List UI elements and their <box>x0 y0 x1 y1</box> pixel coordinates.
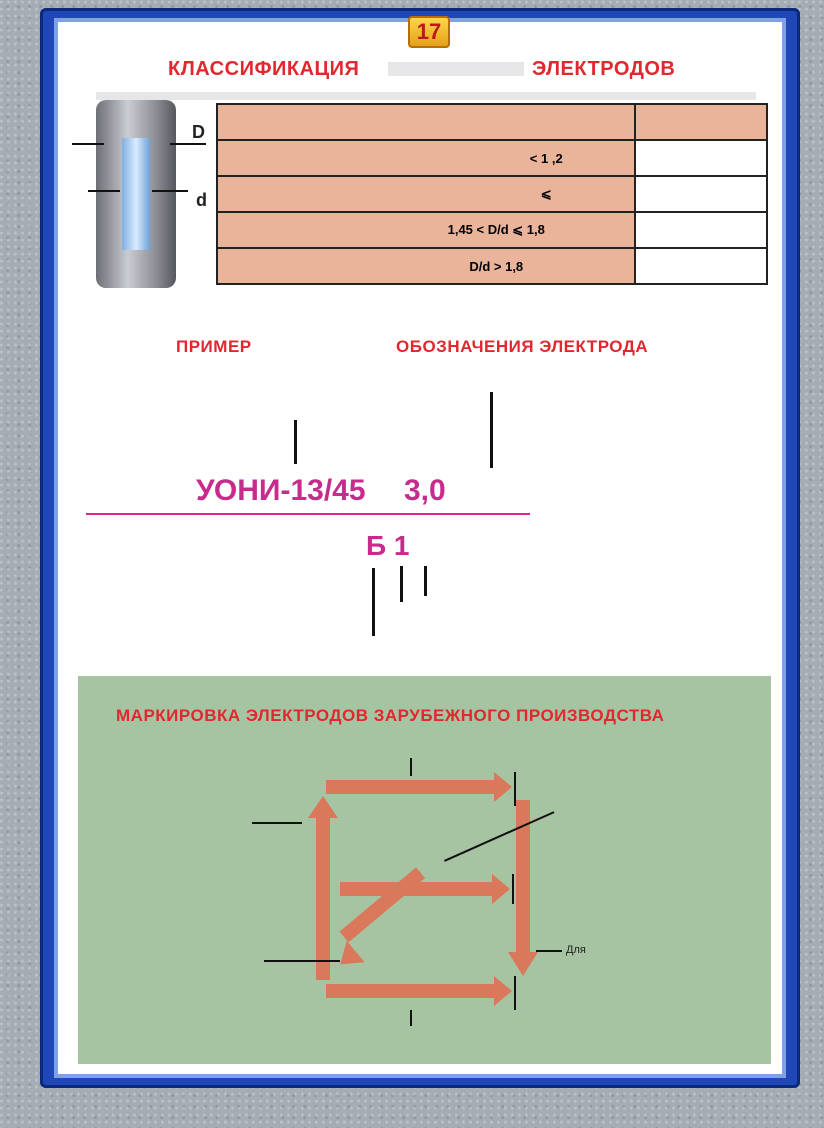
table-row <box>217 140 767 176</box>
ratio-cell: 1,45 < D/d ⩽ 1,8 <box>447 222 545 237</box>
electrode-diameter: 3,0 <box>404 474 446 507</box>
electrode-suffix: Б 1 <box>366 530 410 561</box>
arrow-middle-head <box>492 874 510 904</box>
foreign-marking-title: МАРКИРОВКА ЭЛЕКТРОДОВ ЗАРУБЕЖНОГО ПРОИЗВОДСТВА <box>116 706 665 725</box>
ratio-cell: < 1 ,2 <box>529 150 563 166</box>
classification-table <box>216 103 768 285</box>
callout-line <box>400 566 403 602</box>
table-row <box>217 176 767 212</box>
classification-title-left: КЛАССИФИКАЦИЯ <box>168 58 360 80</box>
arrow-left-up-head <box>308 796 338 818</box>
callout-line <box>372 568 375 636</box>
dimension-arrow <box>170 143 206 145</box>
electrode-core-drawing <box>122 138 150 250</box>
arrow-bottom-head <box>494 976 512 1006</box>
inner-diameter-label: d <box>196 190 207 210</box>
arrow-top <box>326 780 496 794</box>
page-number-badge: 17 <box>408 16 450 48</box>
outer-diameter-label: D <box>192 122 205 142</box>
dimension-arrow <box>88 190 120 192</box>
callout-line <box>410 1010 412 1026</box>
arrow-bottom <box>326 984 496 998</box>
foreign-marking-panel <box>78 676 771 1064</box>
table-row <box>217 212 767 248</box>
arrow-left-up <box>316 816 330 980</box>
callout-line <box>424 566 427 596</box>
example-title-left: ПРИМЕР <box>176 337 252 356</box>
callout-line <box>264 960 340 962</box>
dimension-arrow <box>152 190 188 192</box>
arrow-right-down-head <box>508 952 538 976</box>
callout-line <box>490 392 493 468</box>
ratio-cell: ⩽ <box>540 186 552 201</box>
callout-line <box>536 950 562 952</box>
table-row <box>217 104 767 140</box>
faint-print-through <box>388 62 524 76</box>
dimension-arrow <box>72 143 104 145</box>
fraction-line <box>86 513 530 515</box>
callout-line <box>410 758 412 776</box>
electrode-brand: УОНИ-13/45 <box>196 474 366 507</box>
arrow-top-head <box>494 772 512 802</box>
callout-line <box>294 420 297 464</box>
arrow-stop <box>512 874 514 904</box>
table-row <box>217 248 767 284</box>
foreign-label-right-bottom: Для <box>566 944 586 956</box>
callout-line <box>252 822 302 824</box>
classification-title-right: ЭЛЕКТРОДОВ <box>532 58 676 80</box>
example-title-right: ОБОЗНАЧЕНИЯ ЭЛЕКТРОДА <box>396 337 649 356</box>
ratio-cell: D/d > 1,8 <box>469 258 524 274</box>
faint-print-through <box>96 92 756 100</box>
arrow-stop <box>514 976 516 1010</box>
